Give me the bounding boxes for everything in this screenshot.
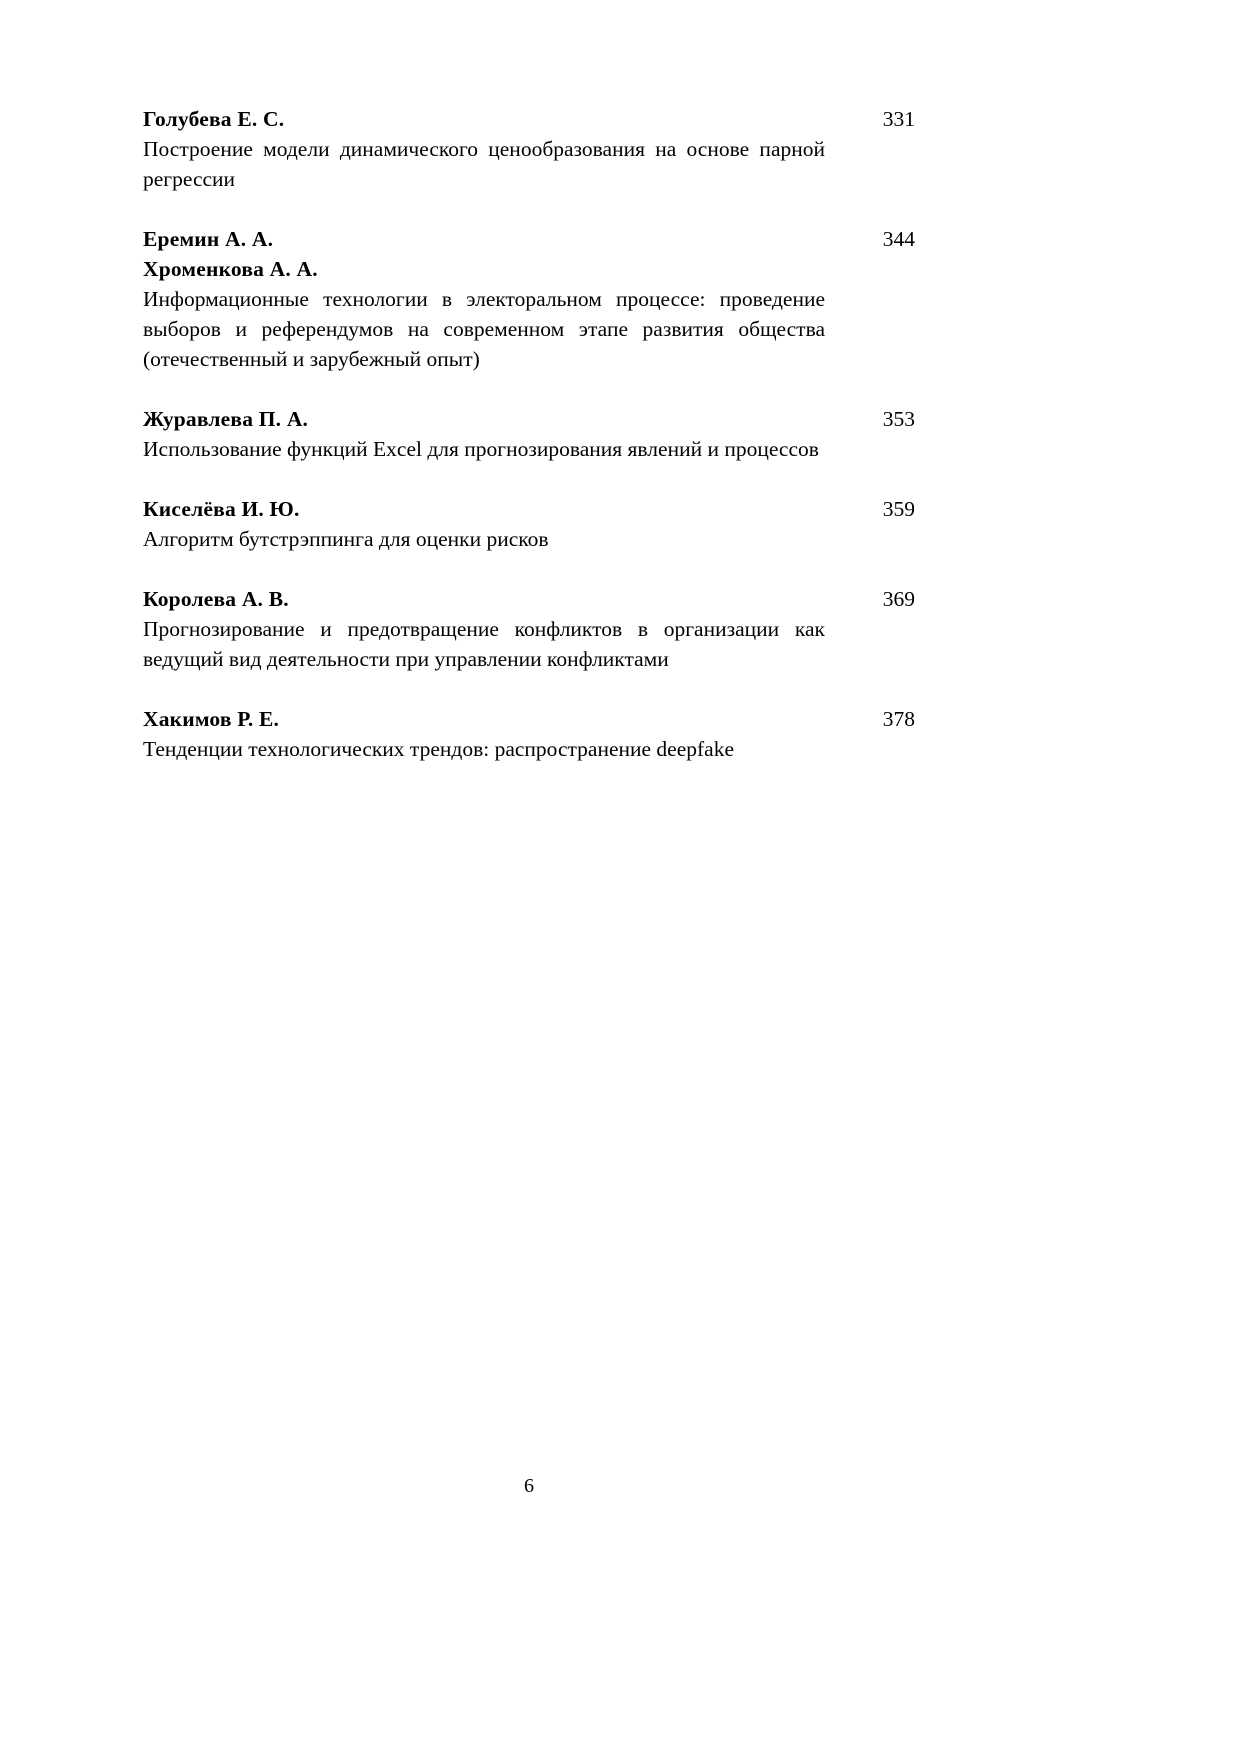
- page-number: 359: [882, 497, 915, 521]
- footer-page-number: 6: [524, 1475, 534, 1497]
- author-name: Киселёва И. Ю.: [143, 497, 300, 521]
- toc-entry: [143, 104, 915, 194]
- author-name: Королева А. В.: [143, 587, 289, 611]
- author-name: Голубева Е. С.: [143, 107, 285, 131]
- entry-title: Использование функций Excel для прогнозирования явлений и процессов: [143, 437, 819, 461]
- table-of-contents: [143, 104, 915, 794]
- author-name: Хроменкова А. А.: [143, 257, 318, 281]
- toc-entry: [143, 494, 915, 554]
- toc-entry-head: [143, 224, 915, 254]
- toc-entry: [143, 584, 915, 674]
- author-name: Еремин А. А.: [143, 227, 274, 251]
- toc-entry: [143, 404, 915, 464]
- page-footer: [143, 1472, 915, 1500]
- entry-title: Прогнозирование и предотвращение конфликтов в организации как ведущий вид деятельности при управлении конфликтами: [143, 617, 825, 671]
- author-name: Журавлева П. А.: [143, 407, 309, 431]
- toc-entry-head: [143, 404, 915, 434]
- page-number: 378: [882, 707, 915, 731]
- page-number: 331: [882, 107, 915, 131]
- page-number: 353: [882, 407, 915, 431]
- toc-entry-head: [143, 704, 915, 734]
- entry-title: Тенденции технологических трендов: распространение deepfake: [143, 737, 735, 761]
- toc-entry-head: [143, 584, 915, 614]
- toc-entry-head: [143, 104, 915, 134]
- entry-title: Построение модели динамического ценообразования на основе парной регрессии: [143, 137, 825, 191]
- page-number: 344: [882, 227, 915, 251]
- entry-title: Информационные технологии в электоральном процессе: проведение выборов и референдумов на современном этапе развития общества (отечественный и зарубежный опыт): [143, 287, 825, 371]
- toc-entry: [143, 224, 915, 374]
- author-name: Хакимов Р. Е.: [143, 707, 280, 731]
- toc-entry-head: [143, 494, 915, 524]
- entry-title: Алгоритм бутстрэппинга для оценки рисков: [143, 527, 549, 551]
- page-number: 369: [882, 587, 915, 611]
- toc-entry: [143, 704, 915, 764]
